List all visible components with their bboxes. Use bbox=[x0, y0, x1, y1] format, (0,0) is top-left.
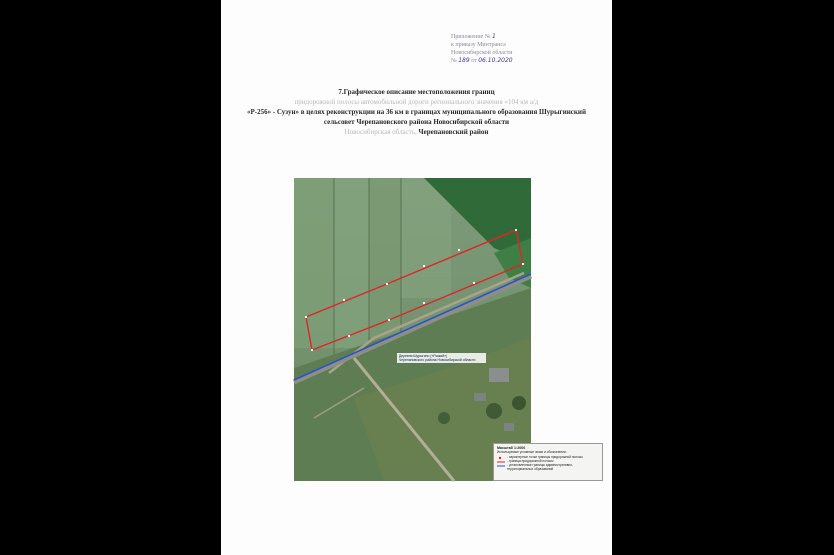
legend-scale: Масштаб 1:2000 bbox=[497, 446, 526, 450]
annex-line-1 bbox=[451, 33, 561, 41]
boundary-point bbox=[515, 229, 517, 231]
order-number: 189 bbox=[458, 57, 470, 64]
settlement-name: Деревня Шурыгино («Рыжий») bbox=[399, 354, 448, 358]
annex-number: 1 bbox=[491, 33, 496, 40]
annex-line-4 bbox=[451, 57, 561, 65]
document-title bbox=[241, 87, 592, 137]
boundary-point bbox=[388, 319, 390, 321]
admin-line-icon bbox=[497, 464, 505, 468]
boundary-point bbox=[348, 335, 350, 337]
settlement-sublabel: Черепановского района Новосибирской области bbox=[399, 358, 476, 363]
building bbox=[489, 368, 509, 382]
legend-item-boundary-label: - граница придорожной полосы bbox=[507, 458, 554, 463]
tree-cluster bbox=[438, 412, 450, 424]
settlement-label bbox=[397, 353, 486, 363]
boundary-point bbox=[473, 282, 475, 284]
title-district: Черепановский район bbox=[418, 128, 489, 136]
legend-item-points-label: - характерные точки границы придорожной полосы bbox=[507, 454, 583, 459]
legend-item-admin-label: - установленные границы административно-территориальных образований bbox=[507, 463, 574, 472]
boundary-point bbox=[343, 299, 345, 301]
order-number-prefix: № bbox=[451, 58, 457, 64]
order-date: 06.10.2020 bbox=[478, 57, 513, 64]
building bbox=[474, 393, 486, 401]
boundary-point bbox=[423, 265, 425, 267]
field-strip bbox=[369, 178, 401, 338]
annex-line-2: к приказу Минтранса bbox=[451, 42, 506, 48]
title-line-3: «Р-256» - Сузун» в целях реконструкции на 36 км в границах муниципального образования Шурыгинский сельсовет Черепановского района Новосибирской области bbox=[246, 108, 586, 126]
boundary-point bbox=[458, 249, 460, 251]
boundary-point bbox=[311, 349, 313, 351]
boundary-point bbox=[423, 302, 425, 304]
boundary-point bbox=[522, 263, 524, 265]
building bbox=[504, 423, 514, 431]
annex-line-3: Новосибирской области bbox=[451, 50, 513, 56]
field-strip bbox=[294, 178, 334, 348]
map-imagery bbox=[294, 178, 531, 481]
order-date-prefix: от bbox=[471, 58, 477, 64]
boundary-point bbox=[305, 316, 307, 318]
satellite-map bbox=[294, 178, 583, 481]
document-page bbox=[221, 0, 612, 555]
annex-block bbox=[451, 33, 561, 65]
field-strip bbox=[334, 178, 369, 348]
legend-header: Используемые условные знаки и обозначения: bbox=[497, 450, 567, 455]
title-line-1: 7.Графическое описание местоположения границ bbox=[338, 88, 495, 96]
title-region: Новосибирская область, bbox=[344, 128, 417, 136]
boundary-point bbox=[386, 283, 388, 285]
title-line-2: придорожной полосы автомобильной дороги регионального значения «104 км а/д bbox=[294, 98, 539, 106]
annex-prefix: Приложение № bbox=[451, 34, 491, 40]
tree-cluster bbox=[486, 403, 502, 419]
map-legend bbox=[493, 443, 603, 481]
legend-item-admin bbox=[497, 463, 599, 472]
tree-cluster bbox=[512, 396, 526, 410]
